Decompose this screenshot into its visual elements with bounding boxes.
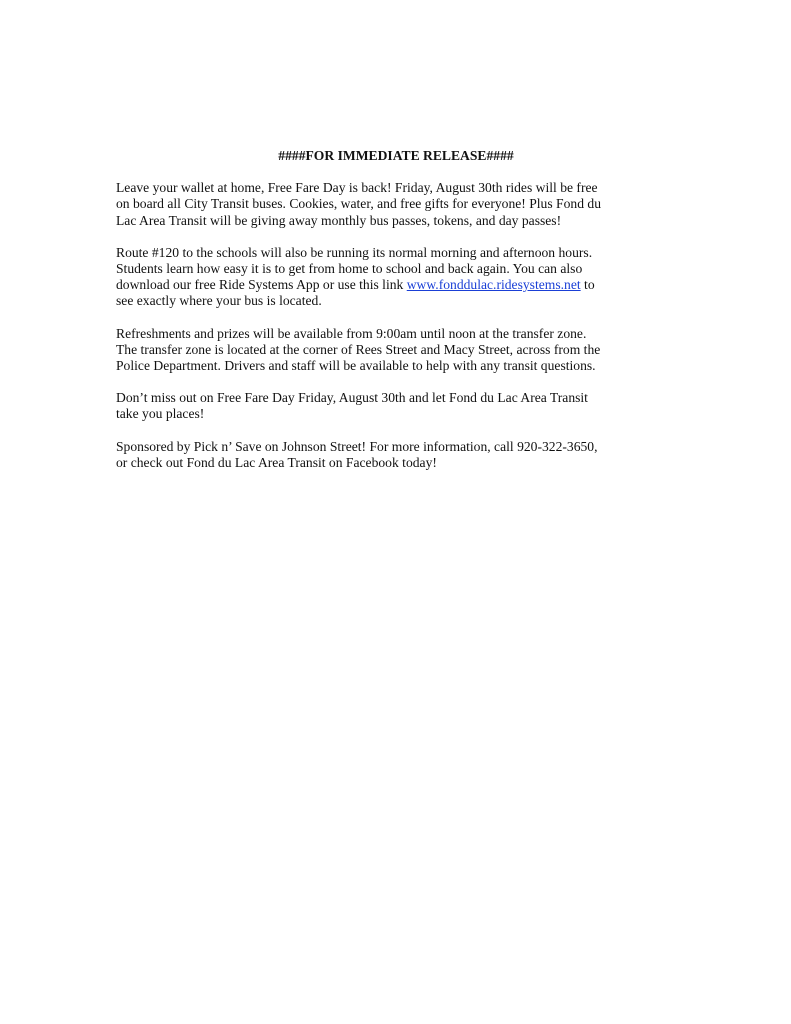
release-heading: ####FOR IMMEDIATE RELEASE#### — [278, 148, 514, 163]
press-release-body — [116, 148, 676, 487]
text-line: Sponsored by Pick n’ Save on Johnson Street! For more information, call 920-322-3650, — [116, 438, 598, 454]
text-line: take you places! — [116, 406, 205, 422]
paragraph-sponsor — [116, 439, 676, 471]
text-line: Leave your wallet at home, Free Fare Day is back! Friday, August 30th rides will be free — [116, 180, 598, 196]
link-lead-text: download our free Ride Systems App or use this link — [116, 277, 407, 293]
paragraph-route-120 — [116, 245, 676, 310]
ridesystems-link[interactable]: www.fonddulac.ridesystems.net — [406, 277, 581, 293]
paragraph-free-fare-day — [116, 180, 676, 229]
link-trail-text: to — [580, 277, 595, 293]
text-line-with-link — [116, 277, 676, 293]
text-line: Lac Area Transit will be giving away monthly bus passes, tokens, and day passes! — [116, 212, 562, 228]
text-line: The transfer zone is located at the corner of Rees Street and Macy Street, across from the — [116, 341, 601, 357]
text-line: Don’t miss out on Free Fare Day Friday, August 30th and let Fond du Lac Area Transit — [116, 390, 588, 406]
text-line: see exactly where your bus is located. — [116, 293, 322, 309]
text-line: Refreshments and prizes will be available from 9:00am until noon at the transfer zone. — [116, 325, 587, 341]
text-line: Students learn how easy it is to get from home to school and back again. You can also — [116, 261, 583, 277]
paragraph-refreshments — [116, 326, 676, 375]
text-line: Route #120 to the schools will also be running its normal morning and afternoon hours. — [116, 244, 593, 260]
text-line: on board all City Transit buses. Cookies, water, and free gifts for everyone! Plus Fond du — [116, 196, 601, 212]
text-line: or check out Fond du Lac Area Transit on Facebook today! — [116, 454, 437, 470]
text-line: Police Department. Drivers and staff will be available to help with any transit questions. — [116, 358, 596, 374]
paragraph-dont-miss-out — [116, 390, 676, 422]
